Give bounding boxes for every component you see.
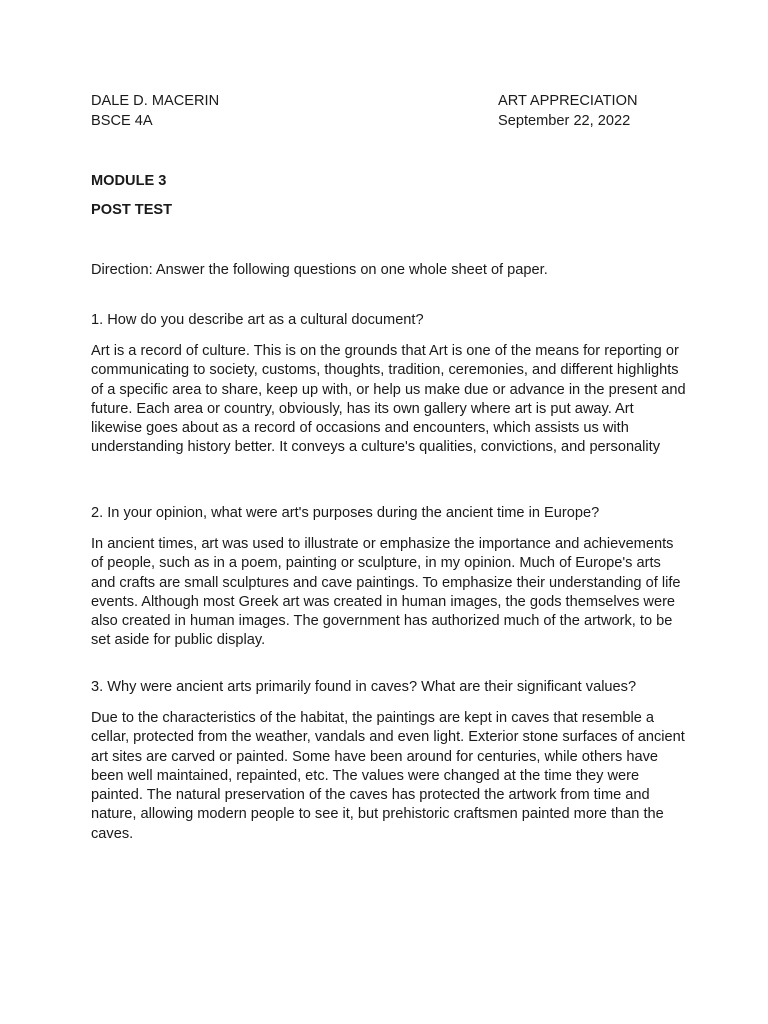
direction-text: Direction: Answer the following questions on one whole sheet of paper. [91, 262, 548, 278]
answer-text: In ancient times, art was used to illustrate or emphasize the importance and achievements of people, such as in a poem, painting or sculpture, in my opinion. Much of Europe's arts and crafts are small sculptures and cave paintings. To emphasize their understanding of life events. Although most Greek art was created in human images, the gods themselves were also created in human images. The government has authorized much of the artwork, to be set aside for public display. [91, 536, 681, 649]
student-name: DALE D. MACERIN [91, 93, 220, 109]
question-block-3 [91, 677, 687, 844]
document-header [91, 91, 728, 131]
question-text: 1. How do you describe art as a cultural document? [91, 312, 424, 328]
answer-text: Due to the characteristics of the habitat, the paintings are kept in caves that resemble a cellar, protected from the weather, vandals and even light. Exterior stone surfaces of ancient art sites are carved or painted. Some have been around for centuries, while others have been well maintained, repainted, etc. The values were changed at the time they were painted. The natural preservation of the caves has protected the artwork from time and nature, allowing modern people to see it, but prehistoric craftsmen painted more than the caves. [91, 710, 685, 842]
module-title: MODULE 3 [91, 173, 167, 189]
submission-date: September 22, 2022 [498, 113, 631, 129]
student-section: BSCE 4A [91, 113, 153, 129]
question-block-2 [91, 503, 687, 651]
test-title: POST TEST [91, 202, 173, 218]
question-text: 2. In your opinion, what were art's purposes during the ancient time in Europe? [91, 505, 600, 521]
question-block-1 [91, 310, 687, 458]
question-text: 3. Why were ancient arts primarily found in caves? What are their significant values? [91, 679, 637, 695]
subject-name: ART APPRECIATION [498, 93, 638, 109]
answer-text: Art is a record of culture. This is on the grounds that Art is one of the means for reporting or communicating to society, customs, thoughts, tradition, ceremonies, and different highlights of a specific area to share, keep up with, or help us make due or advance in the present and future. Each area or country, obviously, has its own gallery where art is put away. Art likewise goes about as a record of occasions and encounters, which assists us with understanding history better. It conveys a culture's qualities, convictions, and personality [91, 343, 686, 456]
